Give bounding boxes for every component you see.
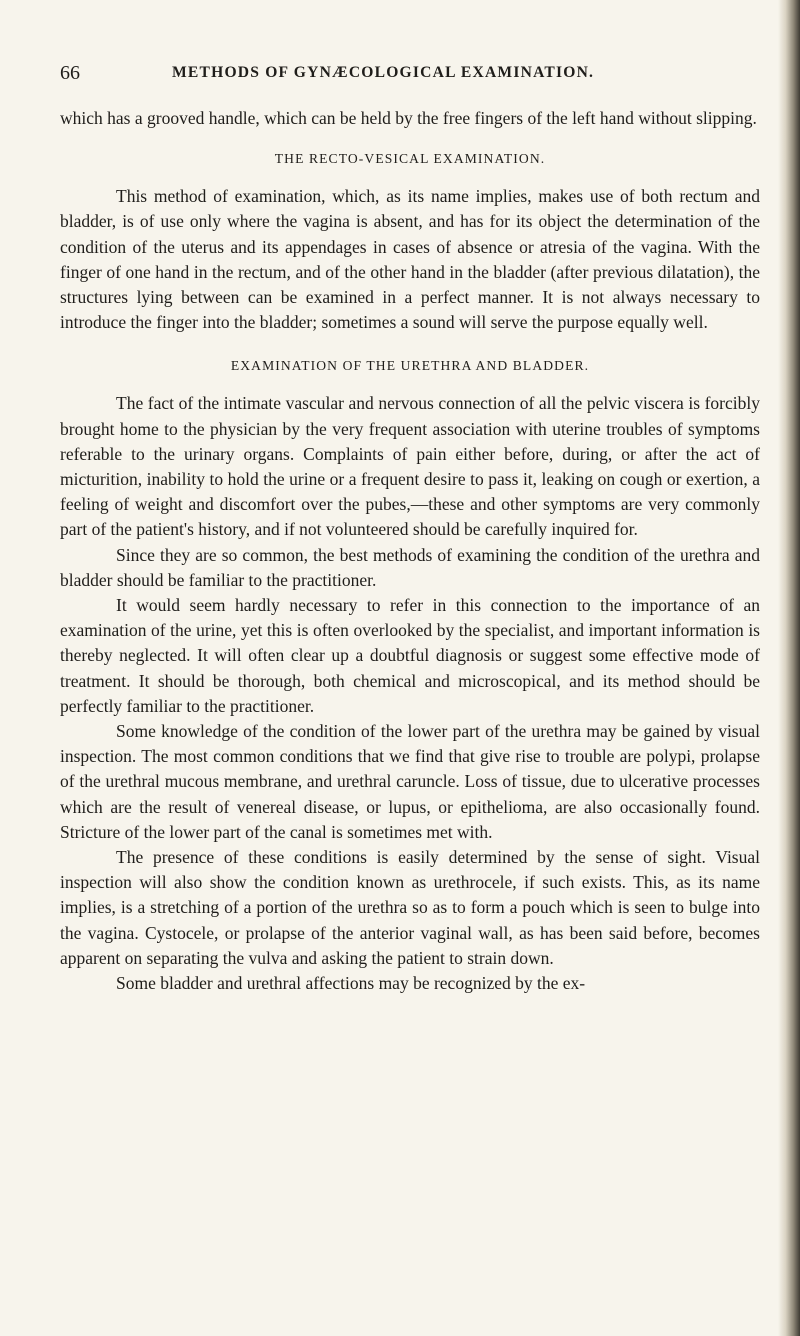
book-page: [60, 62, 760, 996]
page-edge-shadow: [778, 0, 800, 1336]
paragraph-urine-examination: It would seem hardly necessary to refer in this connection to the importance of an examination of the urine, yet this is often overlooked by the specialist, and important information is thereby neglected. It will often clear up a doubtful diagnosis or suggest some effective mode of treatment. It should be thorough, both chemical and microscopical, and its method should be perfectly familiar to the practitioner.: [60, 595, 760, 716]
paragraph-continuation: which has a grooved handle, which can be held by the free fingers of the left hand without slipping.: [60, 108, 757, 128]
paragraph-recto-vesical: This method of examination, which, as its name implies, makes use of both rectum and bladder, is of use only where the vagina is absent, and has for its object the determination of the condition of the uterus and its appendages in cases of absence or atresia of the vagina. With the finger of one hand in the rectum, and of the other hand in the bladder (after previous dilatation), the structures lying between can be examined in a perfect manner. It is not always necessary to introduce the finger into the bladder; sometimes a sound will serve the purpose equally well.: [60, 186, 760, 333]
page-number: 66: [60, 62, 80, 84]
paragraph-visual-inspection: Some knowledge of the condition of the lower part of the urethra may be gained by visual inspection. The most common conditions that we find that give rise to trouble are polypi, prolapse of the urethral mucous membrane, and urethral caruncle. Loss of tissue, due to ulcerative processes which are the result of venereal disease, or lupus, or epithelioma, are also occasionally found. Stricture of the lower part of the canal is sometimes met with.: [60, 721, 760, 842]
paragraph-urethrocele: The presence of these conditions is easily determined by the sense of sight. Visual inspection will also show the condition known as urethrocele, if such exists. This, as its name implies, is a stretching of a portion of the urethra so as to form a pouch which is seen to bulge into the vagina. Cystocele, or prolapse of the anterior vaginal wall, as has been said before, becomes apparent on separating the vulva and asking the patient to strain down.: [60, 847, 760, 968]
running-title: METHODS OF GYNÆCOLOGICAL EXAMINATION.: [172, 64, 595, 81]
section-heading-recto-vesical: THE RECTO-VESICAL EXAMINATION.: [274, 151, 546, 167]
paragraph-vascular-connection: The fact of the intimate vascular and nervous connection of all the pelvic viscera is forcibly brought home to the physician by the very frequent association with uterine troubles of symptoms referable to the urinary organs. Complaints of pain either before, during, or after the act of micturition, inability to hold the urine or a frequent desire to pass it, leaking on cough or exertion, a feeling of weight and discomfort over the pubes,—these and other symptoms are very commonly part of the patient's history, and if not volunteered should be carefully inquired for.: [60, 393, 760, 540]
paragraph-common-methods: Since they are so common, the best methods of examining the condition of the urethra and bladder should be familiar to the practitioner.: [60, 544, 760, 590]
running-head: [60, 62, 760, 92]
paragraph-bladder-affections: Some bladder and urethral affections may be recognized by the ex-: [116, 973, 586, 994]
section-heading-urethra-bladder: EXAMINATION OF THE URETHRA AND BLADDER.: [230, 358, 590, 374]
